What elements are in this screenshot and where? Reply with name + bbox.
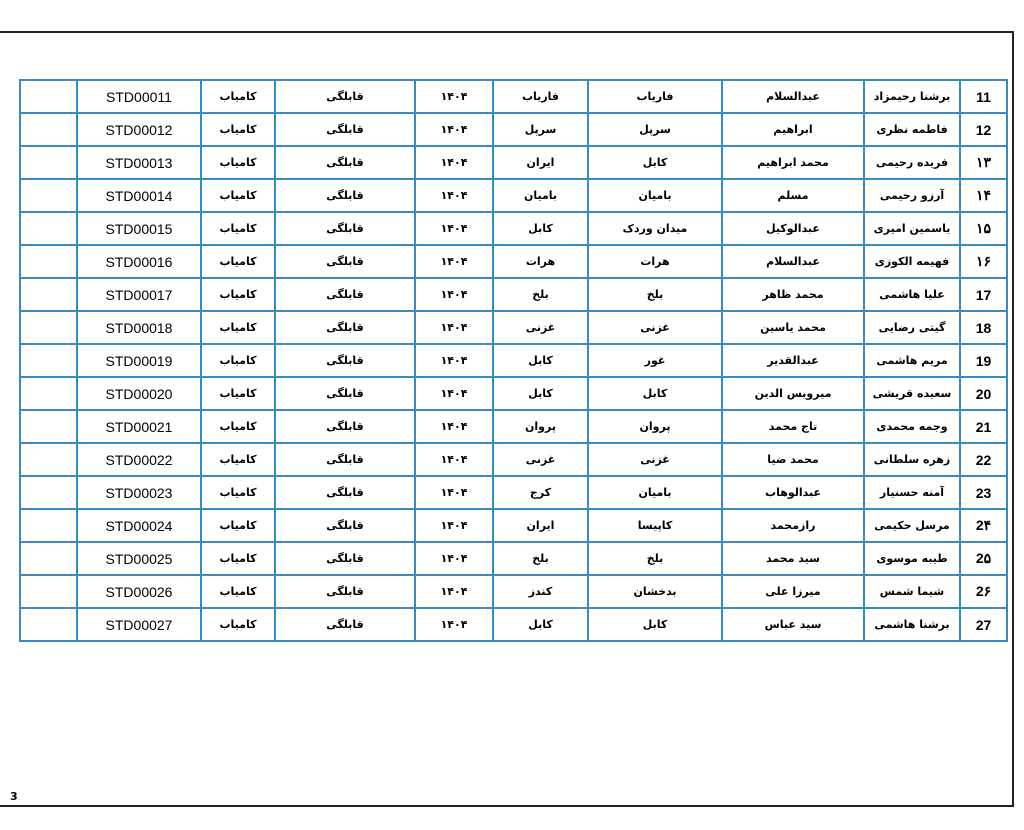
year-cell: ۱۴۰۴ <box>415 476 493 509</box>
student-name-cell: شیما شمس <box>864 575 960 608</box>
father-name-cell: سید عباس <box>722 608 864 641</box>
result-cell: کامیاب <box>201 179 275 212</box>
program-cell: قابلگی <box>275 542 415 575</box>
result-cell: کامیاب <box>201 476 275 509</box>
year-cell: ۱۴۰۴ <box>415 542 493 575</box>
result-cell: کامیاب <box>201 278 275 311</box>
city-cell: کاپیسا <box>588 509 722 542</box>
year-cell: ۱۴۰۴ <box>415 575 493 608</box>
row-number-cell: 2۵ <box>960 542 1007 575</box>
year-cell: ۱۴۰۴ <box>415 80 493 113</box>
program-cell: قابلگی <box>275 179 415 212</box>
program-cell: قابلگی <box>275 509 415 542</box>
program-cell: قابلگی <box>275 410 415 443</box>
program-cell: قابلگی <box>275 245 415 278</box>
row-number-cell: ۱۳ <box>960 146 1007 179</box>
result-cell: کامیاب <box>201 113 275 146</box>
father-name-cell: سید محمد <box>722 542 864 575</box>
student-id-cell: STD00026 <box>77 575 201 608</box>
student-name-cell: طیبه موسوی <box>864 542 960 575</box>
program-cell: قابلگی <box>275 575 415 608</box>
empty-cell <box>20 377 77 410</box>
row-number-cell: 17 <box>960 278 1007 311</box>
empty-cell <box>20 476 77 509</box>
table-row <box>20 311 1007 344</box>
province-cell: کابل <box>493 344 588 377</box>
province-cell: فاریاب <box>493 80 588 113</box>
student-name-cell: فریده رحیمی <box>864 146 960 179</box>
province-cell: کابل <box>493 377 588 410</box>
student-id-cell: STD00022 <box>77 443 201 476</box>
result-cell: کامیاب <box>201 410 275 443</box>
student-id-cell: STD00021 <box>77 410 201 443</box>
student-id-cell: STD00017 <box>77 278 201 311</box>
table-row <box>20 608 1007 641</box>
empty-cell <box>20 608 77 641</box>
table-row <box>20 113 1007 146</box>
table-row <box>20 179 1007 212</box>
city-cell: بلخ <box>588 278 722 311</box>
result-cell: کامیاب <box>201 245 275 278</box>
year-cell: ۱۴۰۴ <box>415 344 493 377</box>
father-name-cell: محمد ظاهر <box>722 278 864 311</box>
province-cell: غزنی <box>493 443 588 476</box>
program-cell: قابلگی <box>275 608 415 641</box>
province-cell: بلخ <box>493 542 588 575</box>
result-cell: کامیاب <box>201 575 275 608</box>
empty-cell <box>20 179 77 212</box>
program-cell: قابلگی <box>275 146 415 179</box>
father-name-cell: محمد یاسین <box>722 311 864 344</box>
province-cell: ایران <box>493 509 588 542</box>
table-row <box>20 245 1007 278</box>
year-cell: ۱۴۰۴ <box>415 608 493 641</box>
student-name-cell: برشنا رحیمزاد <box>864 80 960 113</box>
student-id-cell: STD00025 <box>77 542 201 575</box>
province-cell: هرات <box>493 245 588 278</box>
result-cell: کامیاب <box>201 212 275 245</box>
student-id-cell: STD00014 <box>77 179 201 212</box>
student-name-cell: زهره سلطانی <box>864 443 960 476</box>
empty-cell <box>20 278 77 311</box>
year-cell: ۱۴۰۴ <box>415 212 493 245</box>
city-cell: سرپل <box>588 113 722 146</box>
year-cell: ۱۴۰۴ <box>415 278 493 311</box>
program-cell: قابلگی <box>275 443 415 476</box>
student-name-cell: فهیمه الکوزی <box>864 245 960 278</box>
row-number-cell: 23 <box>960 476 1007 509</box>
student-id-cell: STD00027 <box>77 608 201 641</box>
table-body <box>20 80 1007 641</box>
father-name-cell: تاج محمد <box>722 410 864 443</box>
result-cell: کامیاب <box>201 146 275 179</box>
province-cell: بامیان <box>493 179 588 212</box>
student-id-cell: STD00011 <box>77 80 201 113</box>
student-name-cell: آمنه حسنیار <box>864 476 960 509</box>
result-cell: کامیاب <box>201 443 275 476</box>
father-name-cell: عبدالوهاب <box>722 476 864 509</box>
student-name-cell: برشنا هاشمی <box>864 608 960 641</box>
table-row <box>20 410 1007 443</box>
table-row <box>20 542 1007 575</box>
year-cell: ۱۴۰۴ <box>415 410 493 443</box>
program-cell: قابلگی <box>275 476 415 509</box>
row-number-cell: 27 <box>960 608 1007 641</box>
row-number-cell: 20 <box>960 377 1007 410</box>
student-name-cell: مرسل حکیمی <box>864 509 960 542</box>
table-row <box>20 443 1007 476</box>
province-cell: بلخ <box>493 278 588 311</box>
father-name-cell: ابراهیم <box>722 113 864 146</box>
program-cell: قابلگی <box>275 212 415 245</box>
program-cell: قابلگی <box>275 311 415 344</box>
province-cell: غزنی <box>493 311 588 344</box>
empty-cell <box>20 542 77 575</box>
city-cell: بامیان <box>588 476 722 509</box>
year-cell: ۱۴۰۴ <box>415 146 493 179</box>
row-number-cell: 2۶ <box>960 575 1007 608</box>
empty-cell <box>20 245 77 278</box>
empty-cell <box>20 410 77 443</box>
table-row <box>20 278 1007 311</box>
province-cell: پروان <box>493 410 588 443</box>
table-row <box>20 212 1007 245</box>
table-row <box>20 146 1007 179</box>
row-number-cell: ۱۴ <box>960 179 1007 212</box>
student-id-cell: STD00019 <box>77 344 201 377</box>
empty-cell <box>20 212 77 245</box>
father-name-cell: عبدالوکیل <box>722 212 864 245</box>
program-cell: قابلگی <box>275 278 415 311</box>
program-cell: قابلگی <box>275 377 415 410</box>
program-cell: قابلگی <box>275 344 415 377</box>
result-cell: کامیاب <box>201 344 275 377</box>
empty-cell <box>20 443 77 476</box>
empty-cell <box>20 311 77 344</box>
student-id-cell: STD00018 <box>77 311 201 344</box>
row-number-cell: 2۴ <box>960 509 1007 542</box>
father-name-cell: رازمحمد <box>722 509 864 542</box>
result-cell: کامیاب <box>201 311 275 344</box>
row-number-cell: ۱۵ <box>960 212 1007 245</box>
city-cell: غور <box>588 344 722 377</box>
empty-cell <box>20 113 77 146</box>
city-cell: کابل <box>588 608 722 641</box>
page-number: 3 <box>10 790 18 803</box>
table-row <box>20 377 1007 410</box>
result-cell: کامیاب <box>201 80 275 113</box>
year-cell: ۱۴۰۴ <box>415 245 493 278</box>
student-id-cell: STD00020 <box>77 377 201 410</box>
province-cell: کرج <box>493 476 588 509</box>
father-name-cell: محمد ضیا <box>722 443 864 476</box>
student-name-cell: گیتی رضایی <box>864 311 960 344</box>
father-name-cell: محمد ابراهیم <box>722 146 864 179</box>
student-id-cell: STD00023 <box>77 476 201 509</box>
student-id-cell: STD00024 <box>77 509 201 542</box>
result-cell: کامیاب <box>201 608 275 641</box>
student-id-cell: STD00015 <box>77 212 201 245</box>
student-id-cell: STD00013 <box>77 146 201 179</box>
table-row <box>20 476 1007 509</box>
student-table <box>19 79 1008 642</box>
province-cell: سرپل <box>493 113 588 146</box>
province-cell: ایران <box>493 146 588 179</box>
student-name-cell: سعیده قریشی <box>864 377 960 410</box>
empty-cell <box>20 509 77 542</box>
year-cell: ۱۴۰۴ <box>415 443 493 476</box>
empty-cell <box>20 344 77 377</box>
row-number-cell: 19 <box>960 344 1007 377</box>
result-cell: کامیاب <box>201 509 275 542</box>
city-cell: بلخ <box>588 542 722 575</box>
city-cell: کابل <box>588 377 722 410</box>
student-name-cell: وجمه محمدی <box>864 410 960 443</box>
table-row <box>20 575 1007 608</box>
row-number-cell: 12 <box>960 113 1007 146</box>
result-cell: کامیاب <box>201 377 275 410</box>
empty-cell <box>20 146 77 179</box>
province-cell: کندز <box>493 575 588 608</box>
year-cell: ۱۴۰۴ <box>415 311 493 344</box>
city-cell: میدان وردک <box>588 212 722 245</box>
row-number-cell: 22 <box>960 443 1007 476</box>
city-cell: هرات <box>588 245 722 278</box>
row-number-cell: ۱۶ <box>960 245 1007 278</box>
city-cell: غزنی <box>588 311 722 344</box>
city-cell: فاریاب <box>588 80 722 113</box>
student-name-cell: مریم هاشمی <box>864 344 960 377</box>
year-cell: ۱۴۰۴ <box>415 179 493 212</box>
row-number-cell: 11 <box>960 80 1007 113</box>
city-cell: بدخشان <box>588 575 722 608</box>
father-name-cell: عبدالسلام <box>722 80 864 113</box>
city-cell: پروان <box>588 410 722 443</box>
student-name-cell: آرزو رحیمی <box>864 179 960 212</box>
father-name-cell: عبدالقدیر <box>722 344 864 377</box>
student-name-cell: یاسمین امیری <box>864 212 960 245</box>
year-cell: ۱۴۰۴ <box>415 377 493 410</box>
row-number-cell: 18 <box>960 311 1007 344</box>
father-name-cell: میرویس الدین <box>722 377 864 410</box>
year-cell: ۱۴۰۴ <box>415 509 493 542</box>
table-row <box>20 509 1007 542</box>
empty-cell <box>20 575 77 608</box>
program-cell: قابلگی <box>275 80 415 113</box>
row-number-cell: 21 <box>960 410 1007 443</box>
result-cell: کامیاب <box>201 542 275 575</box>
father-name-cell: عبدالسلام <box>722 245 864 278</box>
program-cell: قابلگی <box>275 113 415 146</box>
student-name-cell: فاطمه نظری <box>864 113 960 146</box>
table-row <box>20 344 1007 377</box>
city-cell: بامیان <box>588 179 722 212</box>
empty-cell <box>20 80 77 113</box>
father-name-cell: میرزا علی <box>722 575 864 608</box>
city-cell: کابل <box>588 146 722 179</box>
province-cell: کابل <box>493 212 588 245</box>
city-cell: غزنی <box>588 443 722 476</box>
student-name-cell: علیا هاشمی <box>864 278 960 311</box>
province-cell: کابل <box>493 608 588 641</box>
student-id-cell: STD00016 <box>77 245 201 278</box>
student-id-cell: STD00012 <box>77 113 201 146</box>
father-name-cell: مسلم <box>722 179 864 212</box>
year-cell: ۱۴۰۴ <box>415 113 493 146</box>
table-row <box>20 80 1007 113</box>
